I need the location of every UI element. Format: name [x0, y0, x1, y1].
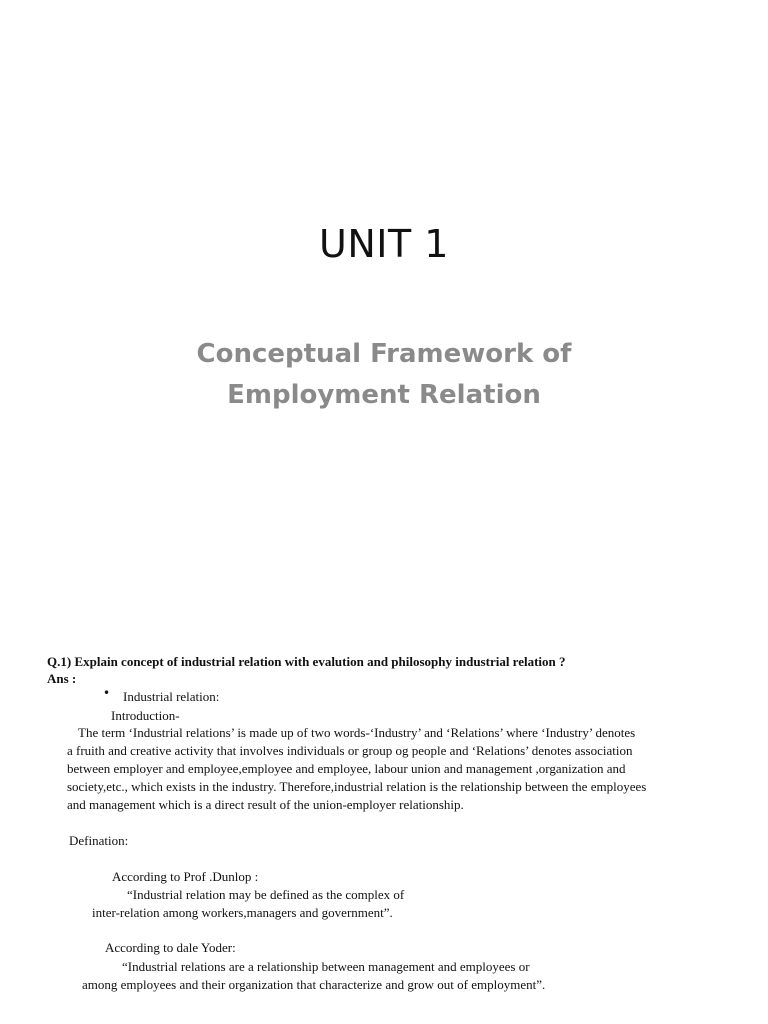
yoder-heading: According to dale Yoder:: [105, 940, 236, 955]
intro-heading: Introduction-: [111, 708, 180, 723]
definition-heading: Defination:: [69, 833, 129, 848]
paragraph-line: a fruith and creative activity that involves individuals or group og people and ‘Relations’ denotes association: [67, 743, 633, 758]
answer-label: Ans :: [47, 671, 77, 686]
question-heading: Q.1) Explain concept of industrial relation with evalution and philosophy industrial relation ?: [47, 654, 566, 669]
unit-subtitle: [0, 334, 768, 416]
bullet-icon: •: [103, 686, 111, 700]
bullet-label: Industrial relation:: [123, 689, 220, 704]
dunlop-quote-line: “Industrial relation may be defined as the complex of: [127, 887, 405, 902]
unit-title: UNIT 1: [319, 222, 449, 266]
subtitle-line-2: Employment Relation: [227, 380, 541, 410]
dunlop-heading: According to Prof .Dunlop :: [112, 869, 259, 884]
paragraph-line: and management which is a direct result of the union-employer relationship.: [67, 797, 464, 812]
yoder-quote-line: “Industrial relations are a relationship between management and employees or: [122, 959, 530, 974]
paragraph-line: The term ‘Industrial relations’ is made up of two words-‘Industry’ and ‘Relations’ where ‘Industry’ denotes: [78, 725, 636, 740]
paragraph-line: between employer and employee,employee and employee, labour union and management ,organization and: [67, 761, 626, 776]
subtitle-line-1: Conceptual Framework of: [196, 339, 572, 369]
yoder-quote-line: among employees and their organization that characterize and grow out of employment”.: [82, 977, 546, 992]
dunlop-quote-line: inter-relation among workers,managers and government”.: [92, 905, 393, 920]
paragraph-line: society,etc., which exists in the industry. Therefore,industrial relation is the relationship between the employees: [67, 779, 647, 794]
